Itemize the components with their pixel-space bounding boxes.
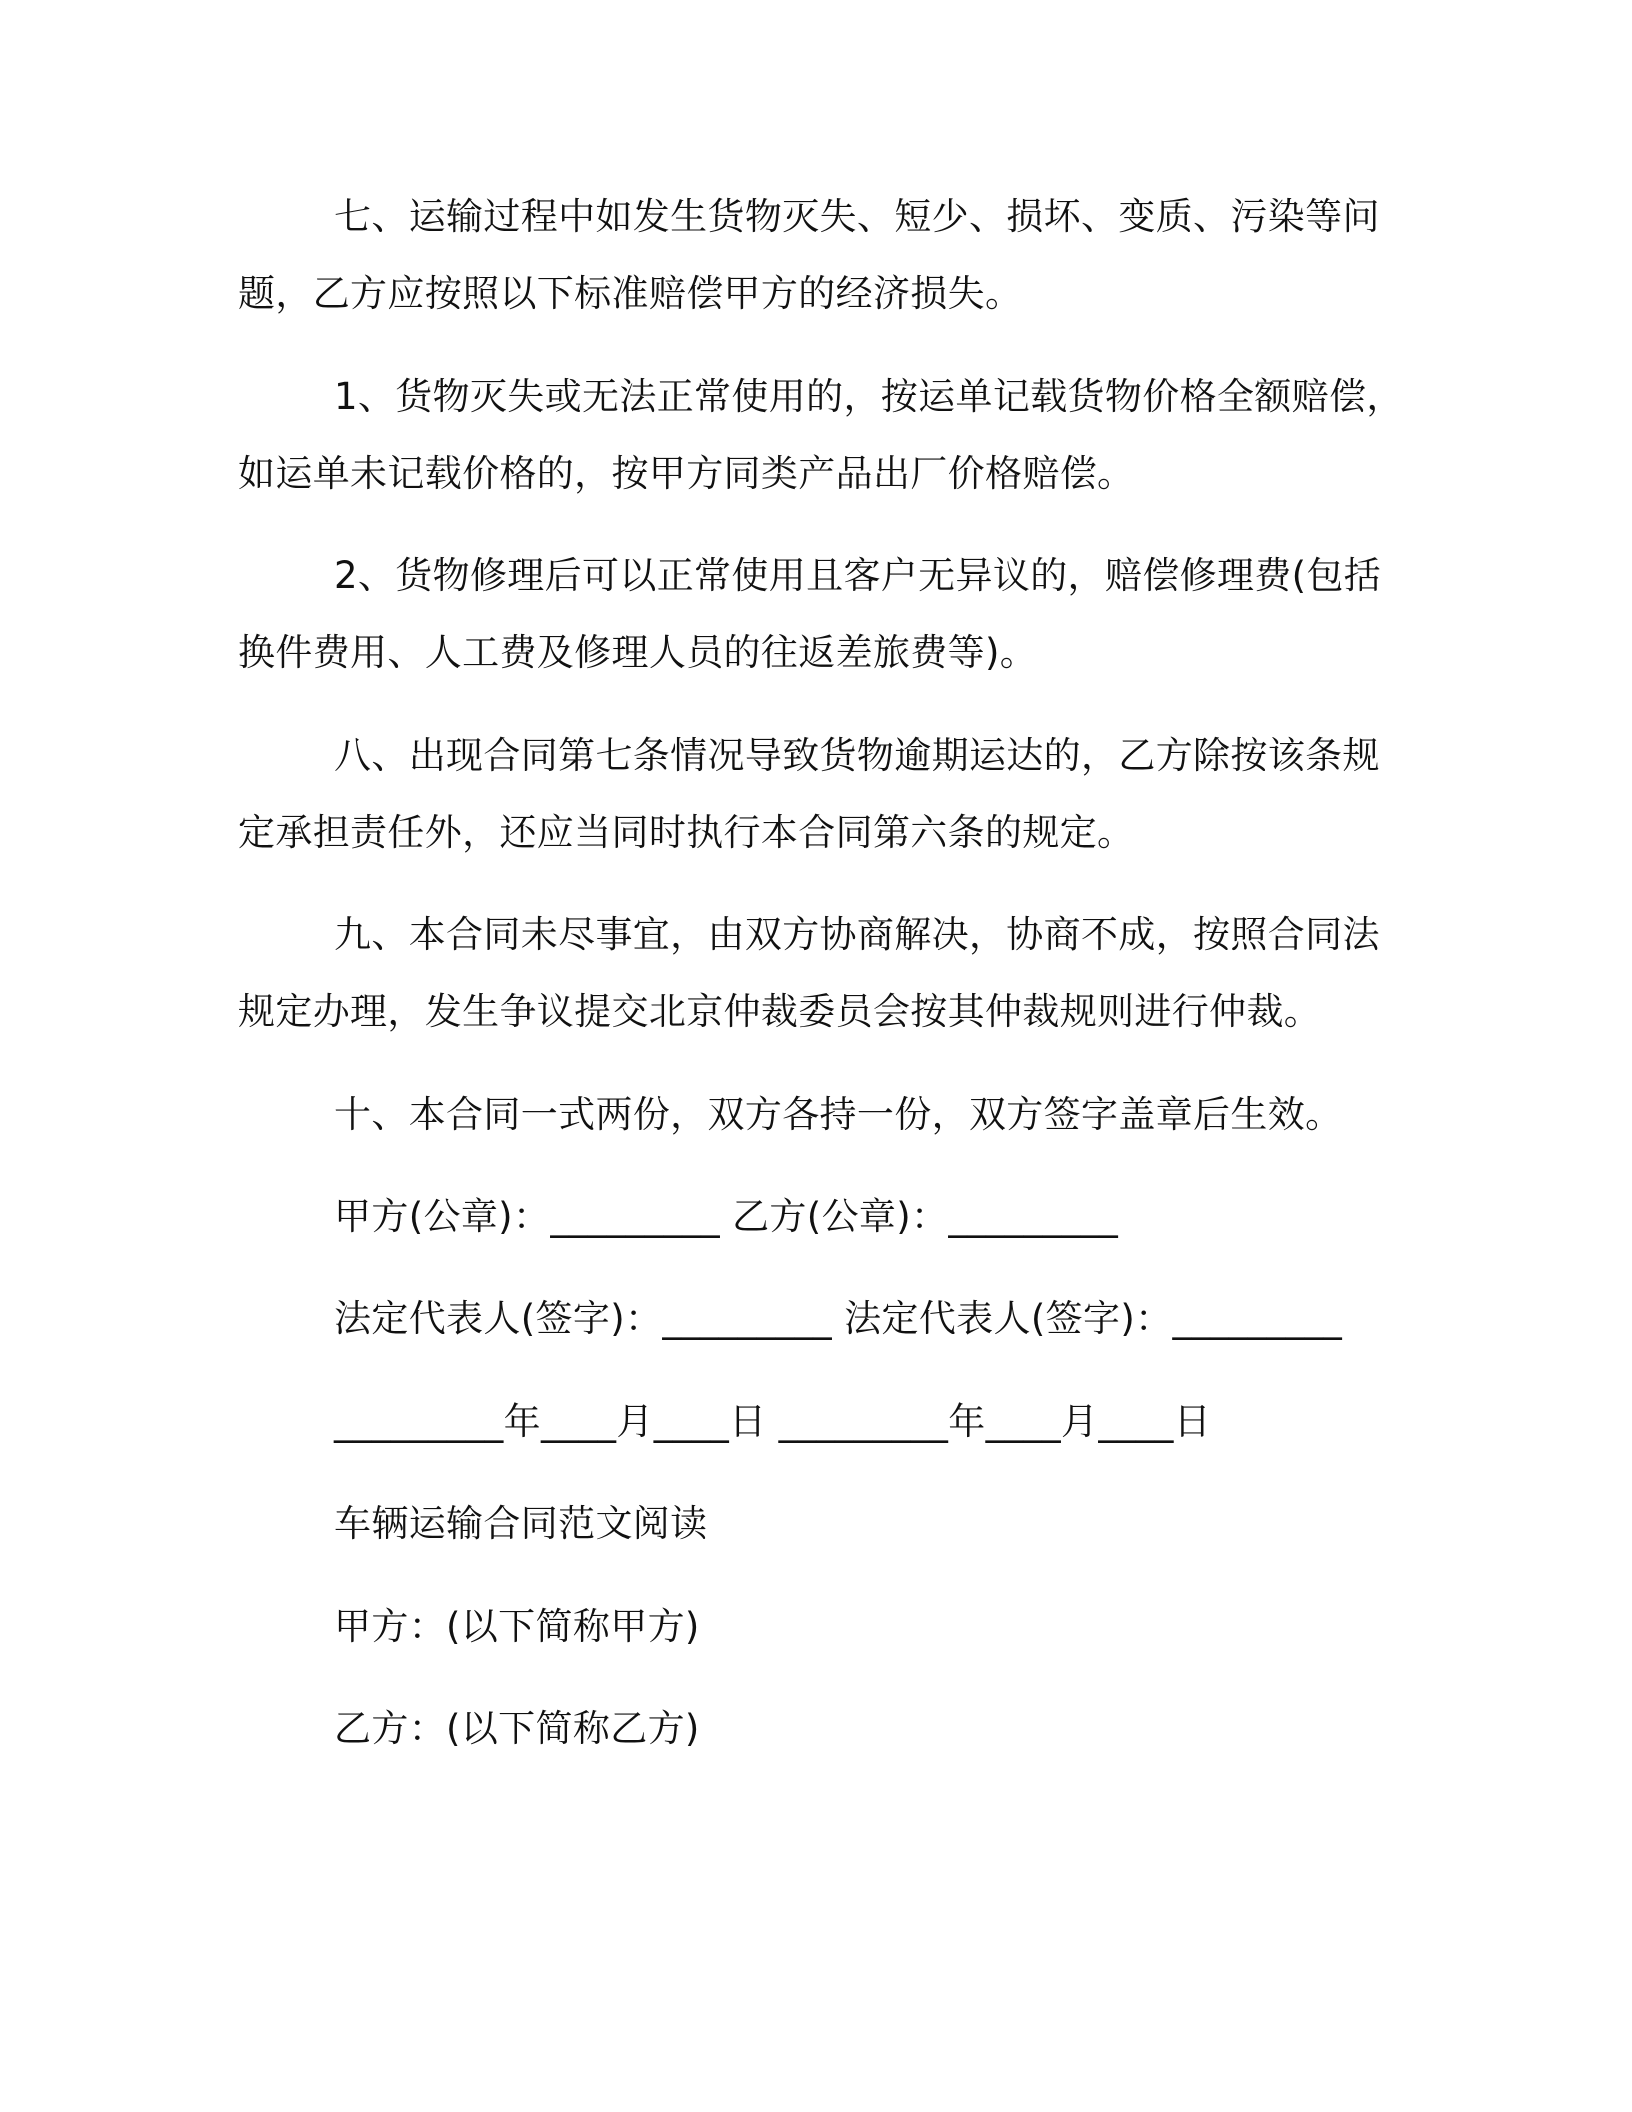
clause-seven-item-1-line-1: 1、货物灭失或无法正常使用的，按运单记载货物价格全额赔偿， <box>334 375 1404 418</box>
clause-ten-line-1: 十、本合同一式两份，双方各持一份，双方签字盖章后生效。 <box>334 1093 1343 1136</box>
clause-seven-item-2-line-2: 换件费用、人工费及修理人员的往返差旅费等)。 <box>238 631 1038 674</box>
signature-date-line: _________年____月____日 _________年____月____日 <box>334 1400 1212 1443</box>
clause-seven-line-1: 七、运输过程中如发生货物灭失、短少、损坏、变质、污染等问 <box>334 195 1380 238</box>
clause-nine-line-2: 规定办理，发生争议提交北京仲裁委员会按其仲裁规则进行仲裁。 <box>238 990 1322 1033</box>
signature-representative-line: 法定代表人(签字)：_________ 法定代表人(签字)：_________ <box>334 1297 1343 1340</box>
clause-seven-item-1-line-2: 如运单未记载价格的，按甲方同类产品出厂价格赔偿。 <box>238 452 1135 495</box>
clause-eight-line-2: 定承担责任外，还应当同时执行本合同第六条的规定。 <box>238 811 1135 854</box>
clause-seven-item-2-line-1: 2、货物修理后可以正常使用且客户无异议的，赔偿修理费(包括 <box>334 554 1382 597</box>
clause-seven-line-2: 题，乙方应按照以下标准赔偿甲方的经济损失。 <box>238 272 1023 315</box>
clause-eight-line-1: 八、出现合同第七条情况导致货物逾期运达的，乙方除按该条规 <box>334 734 1380 777</box>
signature-seal-line: 甲方(公章)：_________ 乙方(公章)：_________ <box>334 1195 1119 1238</box>
next-section-party-a: 甲方：(以下简称甲方) <box>334 1605 700 1648</box>
next-section-title: 车辆运输合同范文阅读 <box>334 1502 708 1545</box>
clause-nine-line-1: 九、本合同未尽事宜，由双方协商解决，协商不成，按照合同法 <box>334 913 1380 956</box>
next-section-party-b: 乙方：(以下简称乙方) <box>334 1707 700 1750</box>
